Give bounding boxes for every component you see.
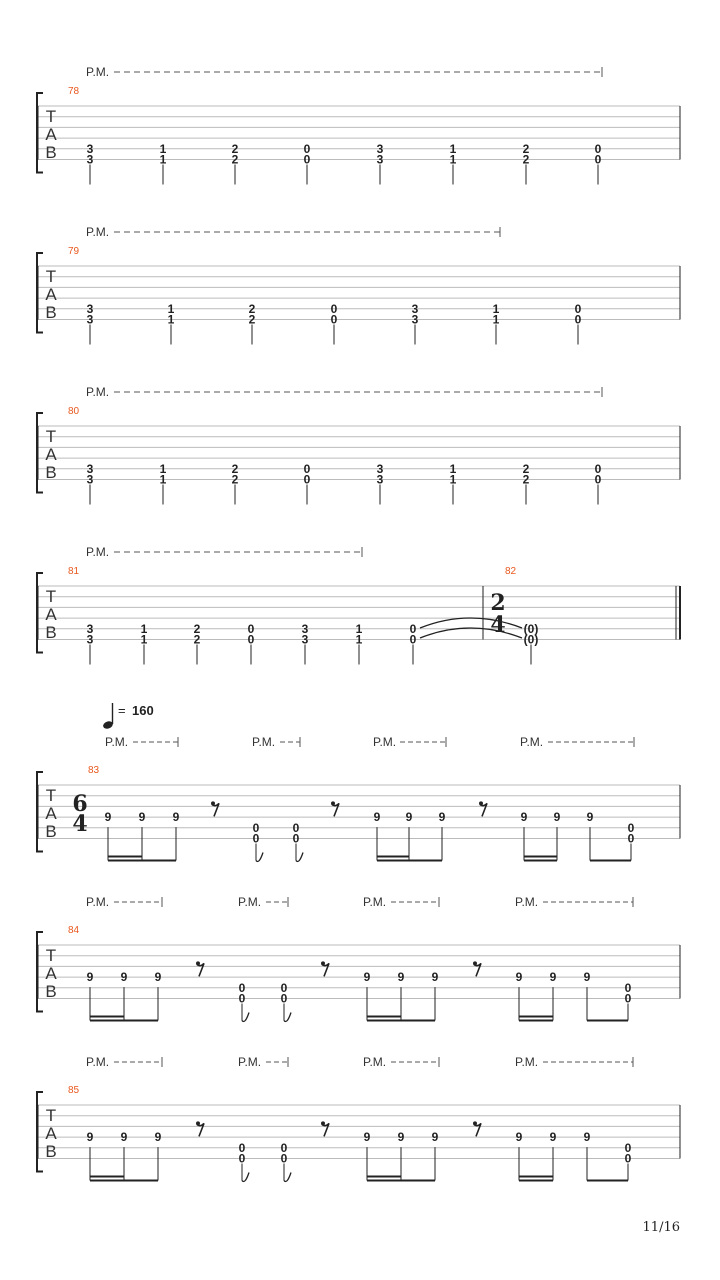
fret-number: 0 xyxy=(574,301,582,316)
fret-number: 1 xyxy=(449,141,457,156)
fret-number: 0 xyxy=(594,472,602,487)
measure-number: 84 xyxy=(68,925,80,936)
fret-number: 0 xyxy=(303,141,311,156)
fret-number: 9 xyxy=(549,970,557,985)
fret-number: 2 xyxy=(193,621,201,636)
fret-number: 3 xyxy=(376,141,384,156)
fret-number: 0 xyxy=(252,831,260,846)
palm-mute-label: P.M. xyxy=(238,1055,262,1069)
fret-number: 3 xyxy=(86,312,94,327)
fret-number: 3 xyxy=(301,632,309,647)
fret-number: 0 xyxy=(594,152,602,167)
fret-number: 2 xyxy=(231,141,239,156)
fret-number: 3 xyxy=(376,461,384,476)
tab-clef-letter: A xyxy=(45,964,57,983)
fret-number: 2 xyxy=(522,152,530,167)
fret-number: 3 xyxy=(86,301,94,316)
fret-number: 9 xyxy=(120,1130,128,1145)
fret-number: 3 xyxy=(86,152,94,167)
fret-number: 9 xyxy=(86,1130,94,1145)
fret-number: 1 xyxy=(159,472,167,487)
fret-number: 1 xyxy=(492,312,500,327)
fret-number: 9 xyxy=(104,810,112,825)
tab-clef-letter: T xyxy=(45,107,57,126)
fret-number: 1 xyxy=(449,152,457,167)
fret-number: 9 xyxy=(373,810,381,825)
system-bracket xyxy=(37,573,43,653)
fret-number: 0 xyxy=(280,1151,288,1166)
measure-number: 79 xyxy=(68,246,80,257)
measure-number: 83 xyxy=(88,765,100,776)
tab-clef-letter: A xyxy=(45,1124,57,1143)
fret-number: 3 xyxy=(376,152,384,167)
tab-clef-letter: B xyxy=(45,982,57,1001)
eighth-rest-dot xyxy=(473,961,477,965)
palm-mute-label: P.M. xyxy=(86,65,110,79)
fret-number: 0 xyxy=(624,991,632,1006)
fret-number: 9 xyxy=(549,1130,557,1145)
fret-number: 0 xyxy=(303,152,311,167)
fret-number: 0 xyxy=(409,632,417,647)
fret-number: 2 xyxy=(248,312,256,327)
fret-number: 0 xyxy=(247,632,255,647)
fret-number: 9 xyxy=(405,810,413,825)
fret-number: 9 xyxy=(583,1130,591,1145)
fret-number: 3 xyxy=(86,632,94,647)
tab-clef-letter: A xyxy=(45,804,57,823)
note-flag xyxy=(242,1013,249,1022)
fret-number: 3 xyxy=(86,621,94,636)
fret-number: 2 xyxy=(522,461,530,476)
palm-mute-label: P.M. xyxy=(86,895,110,909)
note-flag xyxy=(242,1173,249,1182)
fret-number: 3 xyxy=(411,312,419,327)
fret-number: 0 xyxy=(247,621,255,636)
fret-number: 9 xyxy=(515,1130,523,1145)
fret-number: 1 xyxy=(492,301,500,316)
tab-clef-letter: T xyxy=(45,786,57,805)
tab-clef-letter: T xyxy=(45,587,57,606)
fret-number: 2 xyxy=(231,152,239,167)
fret-number: 0 xyxy=(594,141,602,156)
page-number: 11/16 xyxy=(642,1220,680,1235)
eighth-rest-dot xyxy=(211,801,215,805)
fret-number: 3 xyxy=(301,621,309,636)
fret-number: 9 xyxy=(520,810,528,825)
fret-number: 9 xyxy=(154,1130,162,1145)
palm-mute-label: P.M. xyxy=(238,895,262,909)
fret-number: 2 xyxy=(522,141,530,156)
fret-number: 9 xyxy=(363,1130,371,1145)
fret-number: 9 xyxy=(397,970,405,985)
system-bracket xyxy=(37,772,43,852)
fret-number: 0 xyxy=(594,461,602,476)
fret-number: 0 xyxy=(330,312,338,327)
fret-number: 9 xyxy=(172,810,180,825)
fret-number: 1 xyxy=(355,632,363,647)
tab-clef-letter: T xyxy=(45,427,57,446)
fret-number: 0 xyxy=(303,472,311,487)
eighth-rest-dot xyxy=(473,1121,477,1125)
tab-clef-letter: A xyxy=(45,285,57,304)
fret-number: 1 xyxy=(159,141,167,156)
fret-number: 2 xyxy=(522,472,530,487)
fret-number: 9 xyxy=(515,970,523,985)
measure-number: 78 xyxy=(68,86,80,97)
tempo-equals: = xyxy=(118,703,126,718)
fret-number: 9 xyxy=(431,1130,439,1145)
fret-number: 9 xyxy=(397,1130,405,1145)
fret-number: 1 xyxy=(159,461,167,476)
measure-number: 80 xyxy=(68,406,80,417)
tempo-value: 160 xyxy=(132,703,154,718)
fret-number: 9 xyxy=(553,810,561,825)
palm-mute-label: P.M. xyxy=(105,735,129,749)
palm-mute-label: P.M. xyxy=(515,895,539,909)
fret-number: 0 xyxy=(574,312,582,327)
note-flag xyxy=(284,1173,291,1182)
palm-mute-label: P.M. xyxy=(86,225,110,239)
fret-number: 0 xyxy=(303,461,311,476)
tab-clef-letter: A xyxy=(45,605,57,624)
note-flag xyxy=(256,853,263,862)
fret-number: 0 xyxy=(238,1151,246,1166)
fret-number: 0 xyxy=(627,820,635,835)
fret-number: 9 xyxy=(438,810,446,825)
note-flag xyxy=(296,853,303,862)
palm-mute-label: P.M. xyxy=(520,735,544,749)
fret-number: 0 xyxy=(280,991,288,1006)
fret-number: 1 xyxy=(355,621,363,636)
fret-number: 0 xyxy=(238,1140,246,1155)
fret-number: 1 xyxy=(449,461,457,476)
fret-number: 1 xyxy=(167,301,175,316)
fret-number: 0 xyxy=(238,991,246,1006)
fret-number: 1 xyxy=(449,472,457,487)
time-signature: 4 xyxy=(490,612,506,638)
eighth-rest-dot xyxy=(196,961,200,965)
tab-clef-letter: B xyxy=(45,143,57,162)
palm-mute-label: P.M. xyxy=(86,1055,110,1069)
fret-number: 1 xyxy=(140,621,148,636)
fret-number: 0 xyxy=(624,980,632,995)
fret-number: 3 xyxy=(411,301,419,316)
palm-mute-label: P.M. xyxy=(363,895,387,909)
tab-clef-letter: A xyxy=(45,125,57,144)
fret-number: 0 xyxy=(292,820,300,835)
fret-number: 3 xyxy=(86,141,94,156)
fret-number: 0 xyxy=(292,831,300,846)
tab-clef-letter: B xyxy=(45,463,57,482)
palm-mute-label: P.M. xyxy=(373,735,397,749)
fret-number: 2 xyxy=(231,461,239,476)
time-signature: 6 xyxy=(72,791,88,817)
measure-number: 81 xyxy=(68,566,80,577)
system-bracket xyxy=(37,93,43,173)
fret-number: 2 xyxy=(231,472,239,487)
fret-number: 9 xyxy=(86,970,94,985)
fret-number: 9 xyxy=(583,970,591,985)
fret-number: 1 xyxy=(140,632,148,647)
tab-clef-letter: B xyxy=(45,623,57,642)
tie-arc xyxy=(420,618,522,628)
measure-number: 82 xyxy=(505,566,517,577)
tab-clef-letter: T xyxy=(45,946,57,965)
tab-clef-letter: T xyxy=(45,1106,57,1125)
fret-number: (0) xyxy=(523,621,539,636)
tab-clef-letter: B xyxy=(45,1142,57,1161)
fret-number: 0 xyxy=(238,980,246,995)
palm-mute-label: P.M. xyxy=(363,1055,387,1069)
fret-number: 0 xyxy=(280,1140,288,1155)
tie-arc xyxy=(420,628,522,638)
tab-clef-letter: A xyxy=(45,445,57,464)
fret-number: 9 xyxy=(154,970,162,985)
eighth-rest-dot xyxy=(196,1121,200,1125)
eighth-rest-dot xyxy=(331,801,335,805)
fret-number: 2 xyxy=(193,632,201,647)
fret-number: 0 xyxy=(624,1140,632,1155)
note-flag xyxy=(284,1013,291,1022)
fret-number: 0 xyxy=(409,621,417,636)
fret-number: 3 xyxy=(86,461,94,476)
system-bracket xyxy=(37,253,43,333)
fret-number: 9 xyxy=(586,810,594,825)
fret-number: 0 xyxy=(280,980,288,995)
fret-number: 1 xyxy=(167,312,175,327)
system-bracket xyxy=(37,1092,43,1172)
fret-number: 0 xyxy=(330,301,338,316)
fret-number: 0 xyxy=(624,1151,632,1166)
tab-clef-letter: T xyxy=(45,267,57,286)
eighth-rest-dot xyxy=(321,961,325,965)
fret-number: 0 xyxy=(252,820,260,835)
fret-number: 9 xyxy=(138,810,146,825)
measure-number: 85 xyxy=(68,1085,80,1096)
palm-mute-label: P.M. xyxy=(86,545,110,559)
fret-number: (0) xyxy=(523,632,539,647)
fret-number: 1 xyxy=(159,152,167,167)
time-signature: 4 xyxy=(72,811,88,837)
tab-clef-letter: B xyxy=(45,303,57,322)
palm-mute-label: P.M. xyxy=(252,735,276,749)
system-bracket xyxy=(37,932,43,1012)
fret-number: 9 xyxy=(431,970,439,985)
fret-number: 2 xyxy=(248,301,256,316)
palm-mute-label: P.M. xyxy=(515,1055,539,1069)
fret-number: 9 xyxy=(363,970,371,985)
fret-number: 0 xyxy=(627,831,635,846)
fret-number: 9 xyxy=(120,970,128,985)
eighth-rest-dot xyxy=(479,801,483,805)
palm-mute-label: P.M. xyxy=(86,385,110,399)
fret-number: 3 xyxy=(86,472,94,487)
fret-number: 3 xyxy=(376,472,384,487)
tab-clef-letter: B xyxy=(45,822,57,841)
eighth-rest-dot xyxy=(321,1121,325,1125)
system-bracket xyxy=(37,413,43,493)
time-signature: 2 xyxy=(490,590,506,616)
